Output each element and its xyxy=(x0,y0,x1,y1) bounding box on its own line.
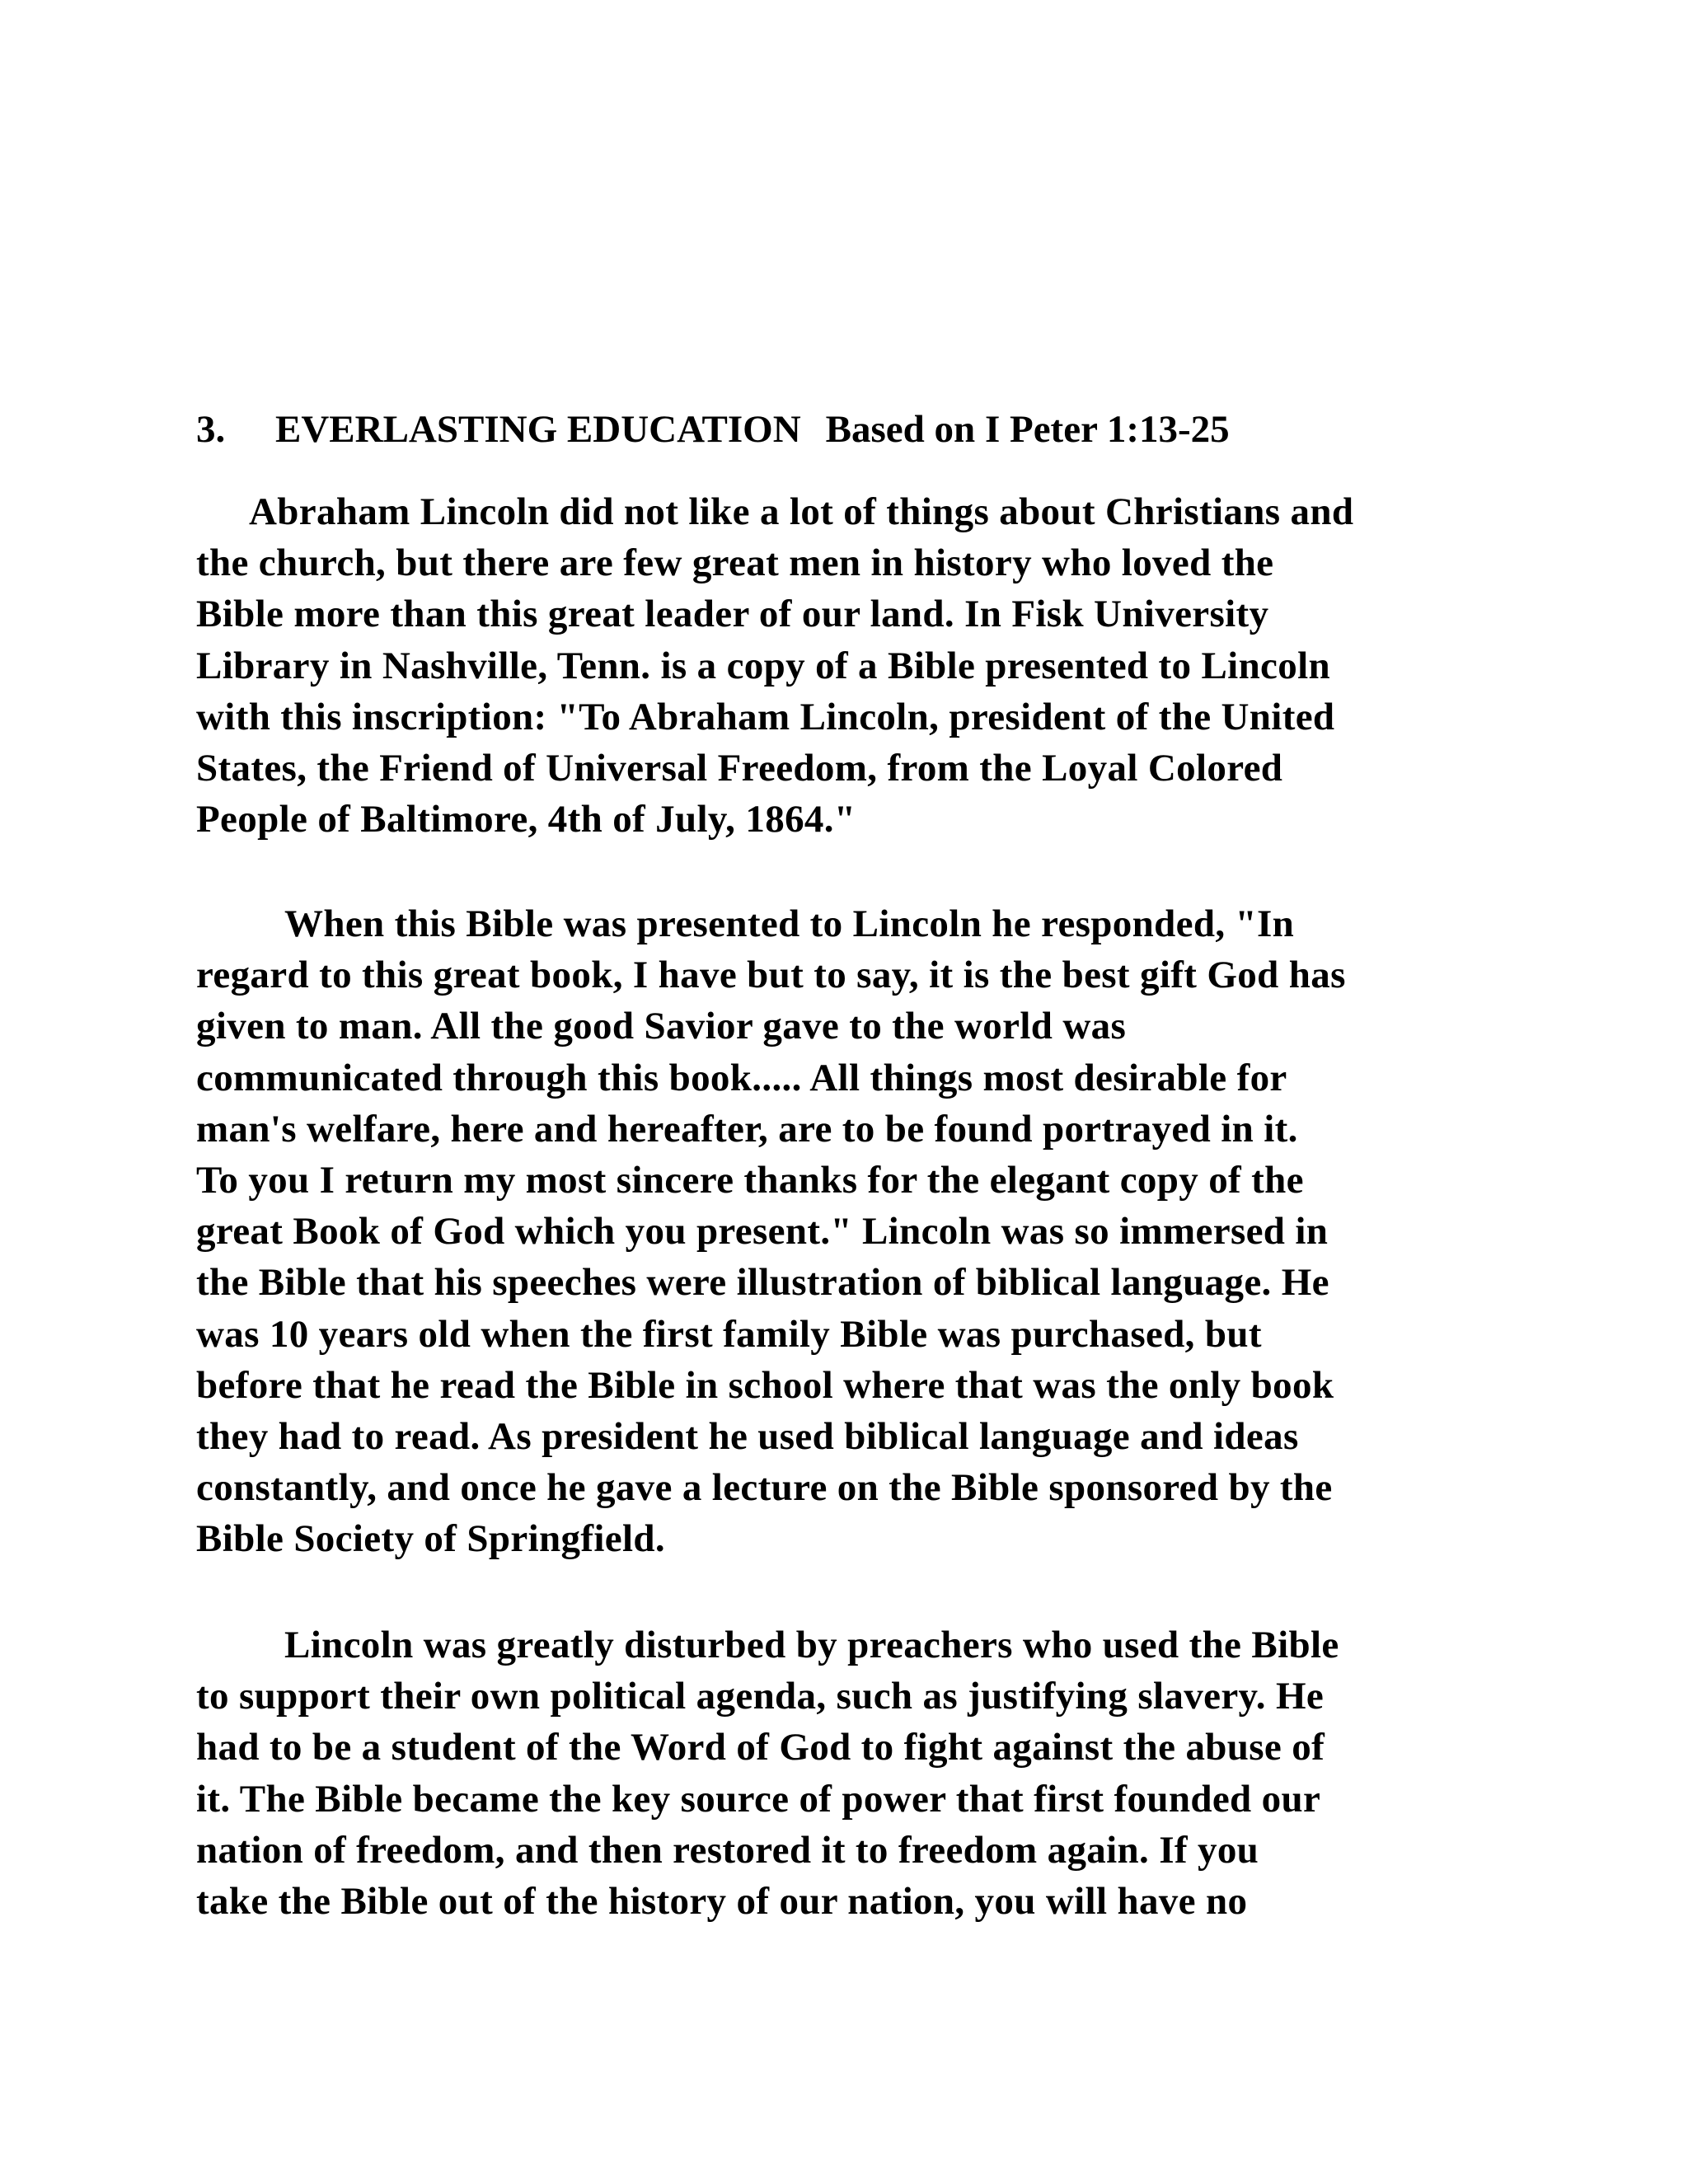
text-line: it. The Bible became the key source of power that first founded our xyxy=(196,1777,1321,1821)
text-line: great Book of God which you present." Lincoln was so immersed in xyxy=(196,1210,1329,1254)
section-number: 3. xyxy=(196,408,226,451)
text-line: regard to this great book, I have but to say, it is the best gift God has xyxy=(196,954,1346,997)
text-line: Abraham Lincoln did not like a lot of things about Christians and xyxy=(249,490,1354,533)
text-line: Bible Society of Springfield. xyxy=(196,1517,665,1561)
text-line: had to be a student of the Word of God to fight against the abuse of xyxy=(196,1726,1325,1769)
text-line: People of Baltimore, 4th of July, 1864." xyxy=(196,798,856,841)
text-line: given to man. All the good Savior gave to the world was xyxy=(196,1005,1127,1048)
paragraph-3 xyxy=(196,1619,1503,1927)
text-line: the church, but there are few great men in history who loved the xyxy=(196,541,1274,585)
section-heading xyxy=(196,404,1230,455)
text-line: man's welfare, here and hereafter, are to be found portrayed in it. xyxy=(196,1107,1298,1151)
text-line: they had to read. As president he used biblical language and ideas xyxy=(196,1415,1299,1459)
text-line: with this inscription: "To Abraham Lincoln, president of the United xyxy=(196,695,1335,738)
text-line: before that he read the Bible in school where that was the only book xyxy=(196,1363,1334,1407)
text-line: When this Bible was presented to Lincoln he responded, "In xyxy=(284,902,1295,945)
text-line: Lincoln was greatly disturbed by preachers who used the Bible xyxy=(284,1624,1339,1666)
text-line: Library in Nashville, Tenn. is a copy of a Bible presented to Lincoln xyxy=(196,644,1331,687)
text-line: communicated through this book..... All things most desirable for xyxy=(196,1056,1287,1099)
text-line: To you I return my most sincere thanks for the elegant copy of the xyxy=(196,1159,1304,1202)
text-line: Bible more than this great leader of our land. In Fisk University xyxy=(196,593,1269,636)
text-line: nation of freedom, and then restored it to freedom again. If you xyxy=(196,1828,1259,1872)
scripture-reference: Based on I Peter 1:13-25 xyxy=(825,408,1230,451)
text-line: was 10 years old when the first family Bible was purchased, but xyxy=(196,1312,1262,1356)
text-line: constantly, and once he gave a lecture on the Bible sponsored by the xyxy=(196,1466,1333,1510)
paragraph-1 xyxy=(196,486,1503,845)
text-line: States, the Friend of Universal Freedom, from the Loyal Colored xyxy=(196,747,1283,790)
text-line: to support their own political agenda, such as justifying slavery. He xyxy=(196,1675,1325,1718)
paragraph-2 xyxy=(196,898,1503,1565)
text-line: the Bible that his speeches were illustration of biblical language. He xyxy=(196,1261,1329,1305)
text-line: take the Bible out of the history of our nation, you will have no xyxy=(196,1880,1248,1924)
section-title: EVERLASTING EDUCATION xyxy=(275,408,801,451)
